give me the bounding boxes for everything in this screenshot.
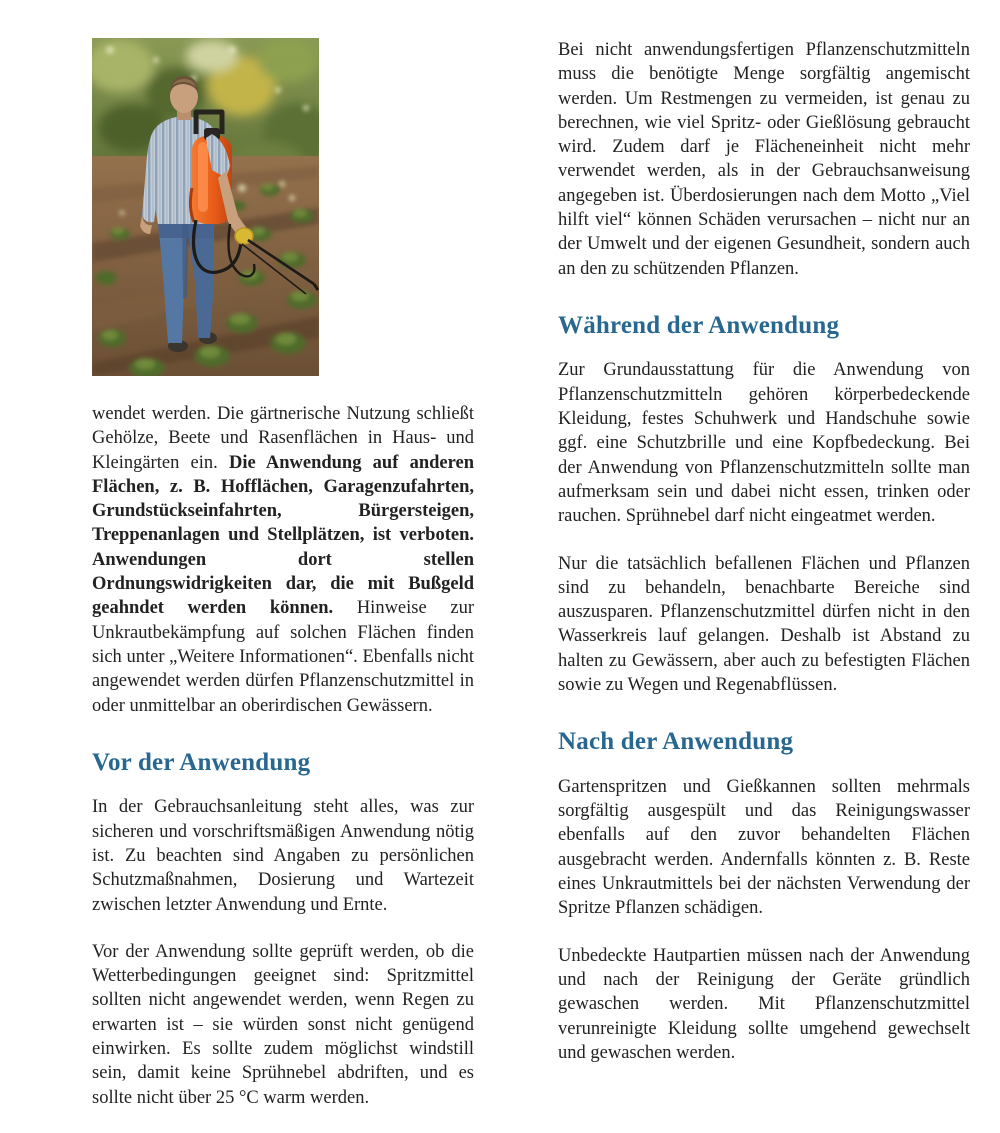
paragraph-nach-1: Gartenspritzen und Gießkannen sollten mehrmals sorgfältig ausgespült und das Reinigungswasser ebenfalls auf den zuvor behandelten Flächen ausgebracht werden. Andernfalls könnten z. B. Reste eines Unkrautmittels bei der nächsten Verwendung der Spritze Pflanzen schädigen. [558,776,970,919]
paragraph-nach-2: Unbedeckte Hautpartien müssen nach der Anwendung und nach der Reinigung der Geräte gründlich gewaschen werden. Mit Pflanzenschutzmittel verunreinigte Kleidung sollte umgehend gewechselt und gewaschen werden. [558,945,970,1063]
paragraph-vor-2: Vor der Anwendung sollte geprüft werden, ob die Wetterbedingungen geeignet sind: Spritzmittel sollten nicht angewendet werden, wenn Regen zu erwarten ist – sie würden sonst nicht genügend einwirken. Es sollte zudem möglichst windstill sein, damit keine Sprühnebel abdriften, und es sollte nicht über 25 °C warm werden. [92,941,474,1108]
left-column [92,38,474,1133]
right-intro-paragraph: Bei nicht anwendungsfertigen Pflanzenschutzmitteln muss die benötigte Menge sorgfältig angemischt werden. Um Restmengen zu vermeiden, ist genau zu berechnen, wie viel Spritz- oder Gießlösung gebraucht wird. Zudem darf je Flächeneinheit nicht mehr verwendet werden, als in der Gebrauchsanweisung angegeben ist. Überdosierungen nach dem Motto „Viel hilft viel“ können Schäden verursachen – nicht nur an der Umwelt und der eigenen Gesundheit, sondern auch an den zu schützenden Pflanzen. [558,40,970,279]
section-heading-waehrend-der-anwendung: Während der Anwendung [558,311,840,339]
paragraph-waehrend-2: Nur die tatsächlich befallenen Flächen und Pflanzen sind zu behandeln, benachbarte Bereiche sind auszusparen. Pflanzenschutzmittel dürfen nicht in den Wasserkreis lauf gelangen. Deshalb ist Abstand zu halten zu Gewässern, aber auch zu befestigten Flächen sowie zu Wegen und Regenabflüssen. [558,553,970,696]
section-heading-vor-der-anwendung: Vor der Anwendung [92,748,311,776]
right-column [558,27,970,1088]
paragraph-vor-1: In der Gebrauchsanleitung steht alles, was zur sicheren und vorschriftsmäßigen Anwendung nötig ist. Zu beachten sind Angaben zu persönlichen Schutzmaßnahmen, Dosierung und Wartezeit zwischen letzter Anwendung und Ernte. [92,797,474,915]
garden-sprayer-photo [92,38,319,376]
left-intro-paragraph: wendet werden. Die gärtnerische Nutzung schließt Gehölze, Beete und Rasenflächen in Haus- und Kleingärten ein. Die Anwendung auf anderen Flächen, z. B. Hofflächen, Garagenzufahrten, Grundstückseinfahrten, Bürgersteigen, Treppenanlagen und Stellplätzen, ist verboten. Anwendungen dort stellen Ordnungswidrigkeiten dar, die mit Bußgeld geahndet werden können. Hinweise zur Unkrautbekämpfung auf solchen Flächen finden sich unter „Weitere Informationen“. Ebenfalls nicht angewendet werden dürfen Pflanzenschutzmittel in oder unmittelbar an oberirdischen Gewässern. [92,404,475,716]
paragraph-waehrend-1: Zur Grundausstattung für die Anwendung von Pflanzenschutzmitteln gehören körperbedeckende Kleidung, festes Schuhwerk und Handschuhe sowie ggf. eine Schutzbrille und eine Kopfbedeckung. Bei der Anwendung von Pflanzenschutzmitteln sollte man aufmerksam sein und dabei nicht essen, trinken oder rauchen. Sprühnebel darf nicht eingeatmet werden. [558,360,970,527]
section-heading-nach-der-anwendung: Nach der Anwendung [558,728,794,756]
